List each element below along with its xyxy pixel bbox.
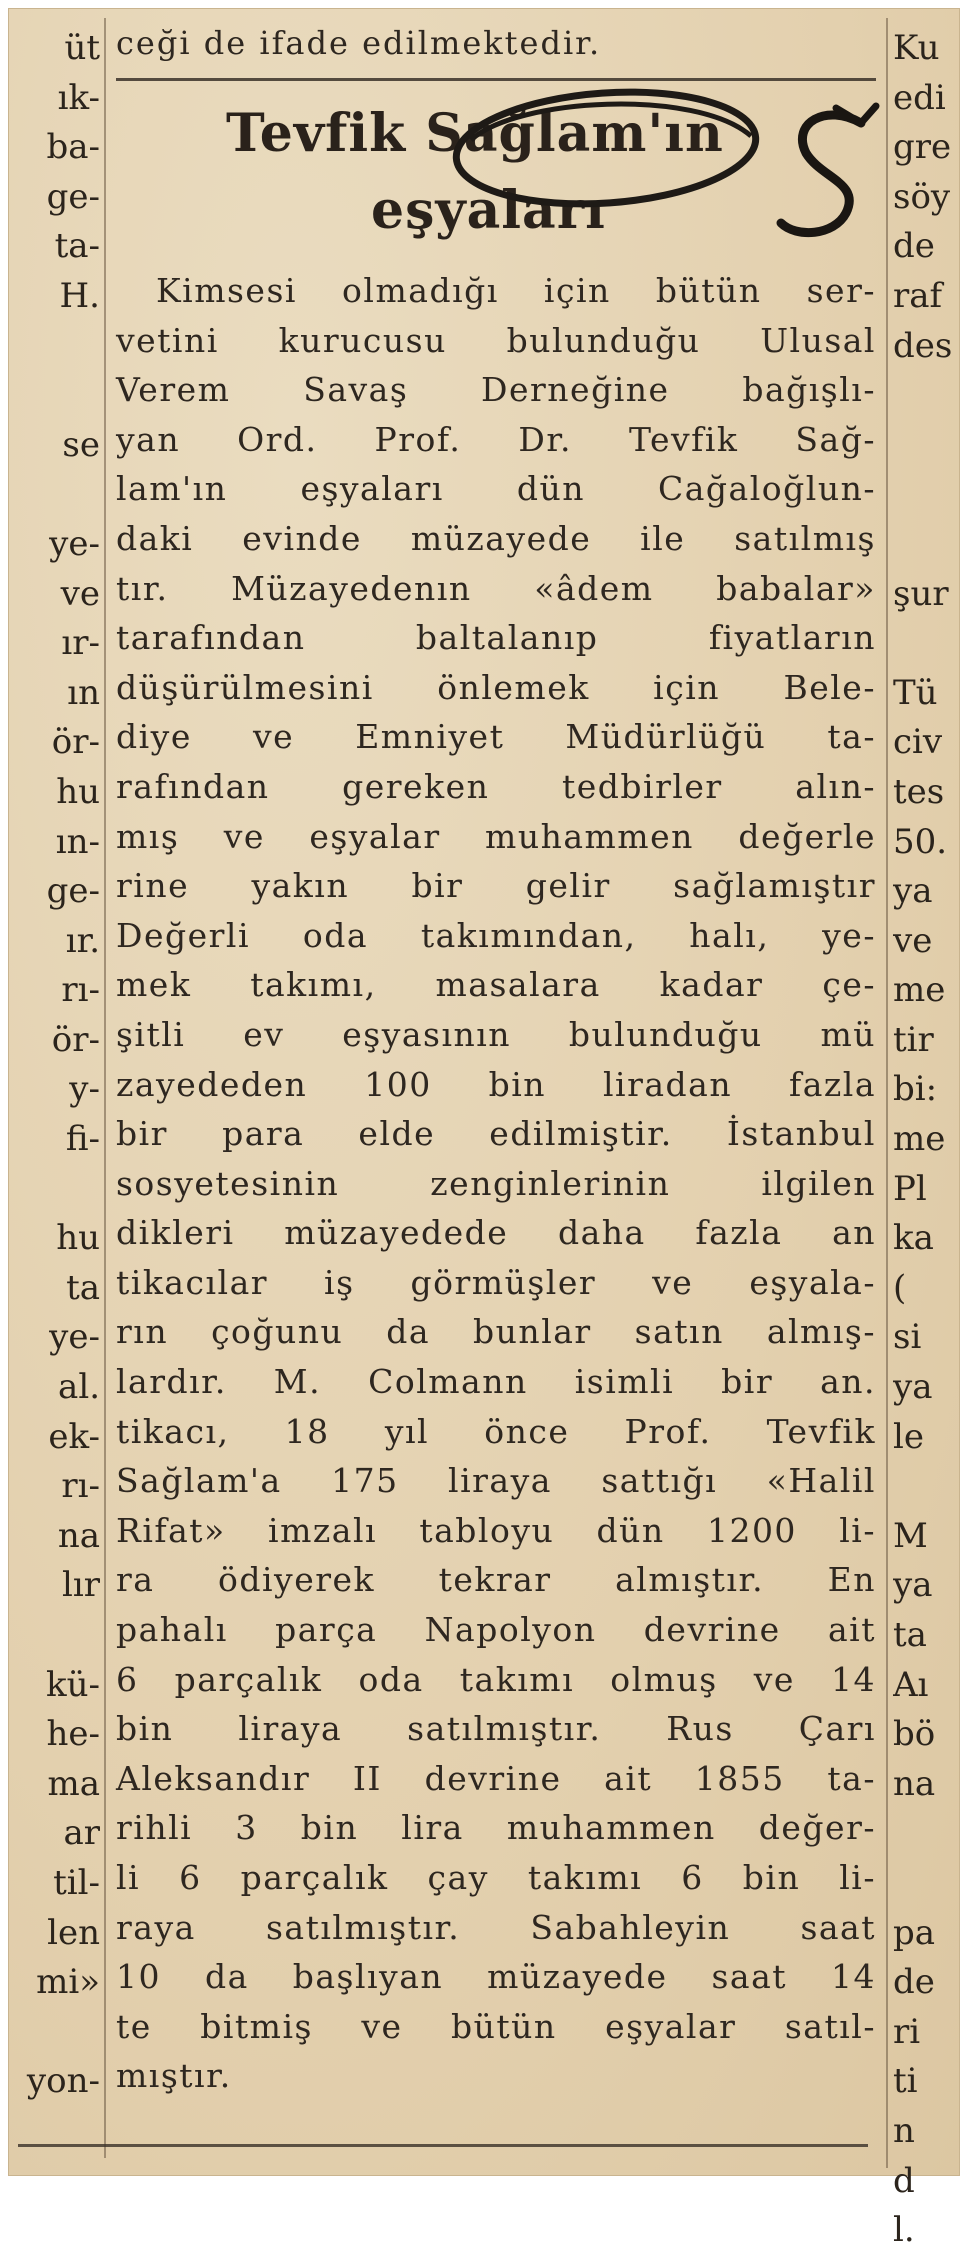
- left-column-fragment: [18, 1165, 100, 1215]
- left-column-fragment: [18, 322, 100, 372]
- article-line: sosyetesinin zenginlerinin ilgilen: [116, 1163, 876, 1203]
- right-column-fragment: tir: [893, 1019, 934, 1060]
- right-column-fragment: bö: [893, 1714, 936, 1755]
- left-column-fragment: ye-: [49, 523, 100, 564]
- right-column-fragment: le: [893, 1416, 924, 1457]
- left-column-fragment: ta-: [54, 226, 100, 267]
- left-column-fragment: hu: [56, 1218, 100, 1259]
- right-column-fragment: Pl: [893, 1168, 927, 1209]
- article-line: Değerli oda takımından, halı, ye-: [116, 915, 876, 955]
- article-line: tır. Müzayedenın «âdem babalar»: [116, 568, 876, 608]
- article-line: Kimsesi olmadığı için bütün ser-: [156, 271, 876, 310]
- right-column-rule: [886, 18, 888, 2168]
- left-column-fragment: na: [57, 1515, 100, 1556]
- previous-article-tail: ceği de ifade edilmektedir.: [116, 24, 602, 62]
- left-column-fragment: ge-: [46, 871, 100, 912]
- newspaper-clipping: [8, 8, 960, 2251]
- right-column-fragment: de: [893, 226, 935, 267]
- right-column-fragment: me: [893, 1119, 946, 1160]
- right-column-fragment: [893, 470, 963, 520]
- right-column-fragment: [893, 421, 963, 471]
- article-line: lam'ın eşyaları dün Cağaloğlun-: [116, 469, 876, 509]
- right-adjacent-column: [893, 8, 963, 2256]
- article-body: [116, 266, 876, 2101]
- article-line: Sağlam'a 175 liraya sattığı «Halil: [116, 1461, 876, 1501]
- left-column-fragment: ek-: [48, 1416, 100, 1457]
- article-line: dikleri müzayedede daha fazla an: [116, 1213, 876, 1253]
- right-column-fragment: si: [893, 1317, 922, 1358]
- left-adjacent-column: [18, 8, 100, 2107]
- article-line: 6 parçalık oda takımı olmuş ve 14: [116, 1659, 876, 1699]
- left-column-fragment: lır: [61, 1565, 100, 1606]
- left-column-fragment: ın-: [55, 821, 100, 862]
- article-line: rın çoğunu da bunlar satın almış-: [116, 1312, 876, 1352]
- right-column-fragment: [893, 1462, 963, 1512]
- article-line: Verem Savaş Derneğine bağışlı-: [116, 370, 876, 410]
- left-column-fragment: [18, 470, 100, 520]
- article-line: 10 da başlıyan müzayede saat 14: [116, 1957, 876, 1997]
- left-column-fragment: ır-: [61, 623, 100, 664]
- headline-line-2: eşyaları: [371, 180, 606, 241]
- right-column-fragment: Tü: [893, 672, 938, 713]
- right-column-fragment: şur: [893, 573, 949, 614]
- article-line: mıştır.: [116, 2056, 232, 2096]
- left-column-fragment: ın: [67, 672, 100, 713]
- article-line: daki evinde müzayede ile satılmış: [116, 518, 876, 558]
- article-line: bin liraya satılmıştır. Rus Çarı: [116, 1709, 876, 1749]
- right-column-fragment: [893, 1859, 963, 1909]
- article-line: rihli 3 bin lira muhammen değer-: [116, 1808, 876, 1848]
- left-column-fragment: kü-: [46, 1664, 100, 1705]
- left-column-fragment: ık-: [57, 77, 100, 118]
- headline-line-1: Tevfik Sağlam'ın: [226, 103, 724, 164]
- left-column-fragment: rı-: [61, 1466, 100, 1507]
- right-column-fragment: d: [893, 2160, 915, 2201]
- article-line: rafından gereken tedbirler alın-: [116, 766, 876, 806]
- article-line: mek takımı, masalara kadar çe-: [116, 965, 876, 1005]
- left-column-fragment: y-: [69, 1069, 100, 1110]
- right-column-fragment: Ku: [893, 28, 940, 68]
- left-column-fragment: ye-: [49, 1317, 100, 1358]
- right-column-fragment: ri: [893, 2011, 921, 2052]
- left-column-fragment: he-: [46, 1714, 100, 1755]
- pen-circle-mark: [446, 78, 766, 218]
- right-column-fragment: ti: [893, 2061, 918, 2102]
- article-line: tarafından baltalanıp fiyatların: [116, 618, 876, 658]
- right-column-fragment: (: [893, 1267, 907, 1308]
- article-line: te bitmiş ve bütün eşyalar satıl-: [116, 2006, 876, 2046]
- left-column-fragment: ba-: [46, 127, 100, 168]
- left-column-fragment: ge-: [46, 176, 100, 217]
- left-column-fragment: rı-: [61, 970, 100, 1011]
- left-column-fragment: ar: [63, 1813, 100, 1854]
- right-column-fragment: M: [893, 1515, 928, 1556]
- right-column-fragment: me: [893, 970, 946, 1011]
- article-line: tikacı, 18 yıl önce Prof. Tevfik: [116, 1411, 876, 1451]
- left-column-fragment: ta: [66, 1267, 100, 1308]
- article-line: şitli ev eşyasının bulunduğu mü: [116, 1014, 876, 1054]
- article-line: Aleksandır II devrine ait 1855 ta-: [116, 1758, 876, 1798]
- left-column-fragment: len: [47, 1912, 100, 1953]
- right-column-fragment: Aı: [893, 1664, 929, 1705]
- right-column-fragment: n: [893, 2110, 915, 2151]
- right-column-fragment: gre: [893, 127, 952, 168]
- right-column-fragment: ya: [893, 871, 933, 912]
- right-column-fragment: [893, 1809, 963, 1859]
- left-column-fragment: üt: [64, 28, 100, 68]
- left-column-fragment: ör-: [51, 722, 100, 763]
- right-column-fragment: raf: [893, 275, 943, 316]
- left-column-fragment: ve: [60, 573, 100, 614]
- left-column-fragment: ır.: [65, 920, 100, 961]
- right-column-fragment: na: [893, 1763, 936, 1804]
- left-column-fragment: ma: [47, 1763, 100, 1804]
- left-column-fragment: [18, 371, 100, 421]
- left-column-fragment: [18, 2008, 100, 2058]
- article-line: li 6 parçalık çay takımı 6 bin li-: [116, 1858, 876, 1897]
- article-line: yan Ord. Prof. Dr. Tevfik Sağ-: [116, 419, 876, 459]
- right-column-fragment: [893, 520, 963, 570]
- right-column-fragment: ya: [893, 1367, 933, 1408]
- right-column-fragment: söy: [893, 176, 951, 217]
- left-column-rule: [104, 18, 106, 2158]
- right-column-fragment: civ: [893, 722, 943, 763]
- article-line: Rifat» imzalı tabloyu dün 1200 li-: [116, 1510, 876, 1550]
- article-line: tikacılar iş görmüşler ve eşyala-: [116, 1262, 876, 1302]
- article-line: rine yakın bir gelir sağlamıştır: [116, 866, 876, 906]
- article-line: bir para elde edilmiştir. İstanbul: [116, 1114, 876, 1154]
- article-line: diye ve Emniyet Müdürlüğü ta-: [116, 717, 876, 757]
- right-column-fragment: l.: [893, 2210, 915, 2251]
- article-line: düşürülmesini önlemek için Bele-: [116, 667, 876, 707]
- right-column-fragment: ta: [893, 1615, 927, 1655]
- right-column-fragment: de: [893, 1962, 935, 2003]
- article-line: lardır. M. Colmann isimli bir an.: [116, 1362, 876, 1402]
- right-column-fragment: des: [893, 325, 953, 366]
- handwritten-s-mark: [766, 98, 886, 248]
- left-column-fragment: hu: [56, 771, 100, 812]
- right-column-fragment: tes: [893, 771, 945, 812]
- bottom-rule: [18, 2144, 868, 2147]
- right-column-fragment: bi:: [893, 1069, 938, 1110]
- right-column-fragment: ve: [893, 920, 933, 961]
- article-line: vetini kurucusu bulunduğu Ulusal: [116, 320, 876, 360]
- article-line: ra ödiyerek tekrar almıştır. En: [116, 1560, 876, 1600]
- left-column-fragment: al.: [58, 1367, 100, 1408]
- left-column-fragment: ör-: [51, 1019, 100, 1060]
- left-column-fragment: til-: [53, 1862, 100, 1903]
- left-column-fragment: [18, 1611, 100, 1661]
- article-line: zayededen 100 bin liradan fazla: [116, 1064, 876, 1104]
- article-line: mış ve eşyalar muhammen değerle: [116, 816, 876, 856]
- right-column-fragment: ka: [893, 1218, 934, 1259]
- left-column-fragment: H.: [59, 275, 100, 316]
- left-column-fragment: mi»: [36, 1962, 100, 2003]
- right-column-fragment: pa: [893, 1912, 936, 1953]
- right-column-fragment: ya: [893, 1565, 933, 1606]
- left-column-fragment: yon-: [26, 2061, 100, 2102]
- article-line: raya satılmıştır. Sabahleyin saat: [116, 1907, 876, 1947]
- right-column-fragment: [893, 619, 963, 669]
- article-line: pahalı parça Napolyon devrine ait: [116, 1610, 876, 1650]
- left-column-fragment: fi-: [65, 1119, 100, 1160]
- right-column-fragment: edi: [893, 77, 946, 118]
- right-column-fragment: [893, 371, 963, 421]
- right-column-fragment: 50.: [893, 821, 948, 862]
- left-column-fragment: se: [62, 424, 100, 465]
